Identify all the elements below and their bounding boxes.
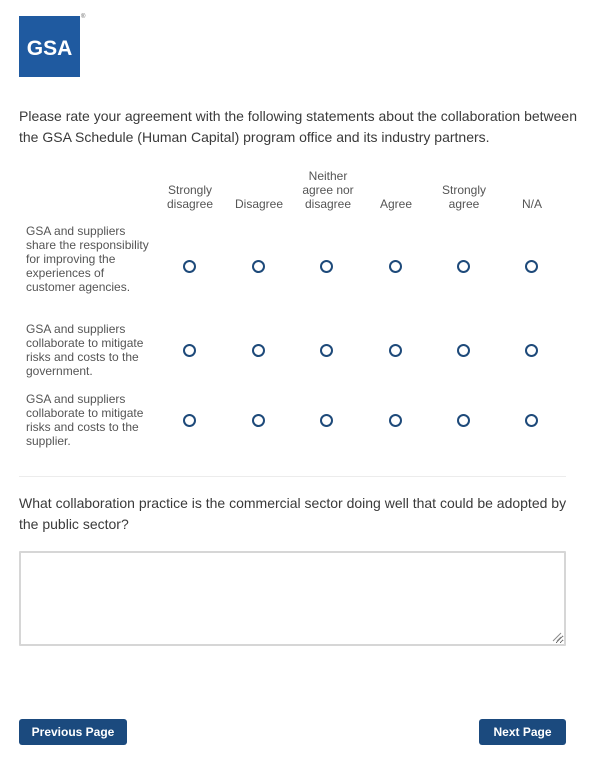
section-divider <box>19 476 566 477</box>
column-header-strongly-disagree: Strongly disagree <box>166 183 214 211</box>
row-label-2: GSA and suppliers collaborate to mitigate risks and costs to the government. <box>26 322 144 378</box>
radio-unselected-icon[interactable] <box>525 344 538 357</box>
column-header-neither: Neither agree nor disagree <box>302 169 354 211</box>
matrix-row-3 <box>19 392 566 448</box>
radio-unselected-icon[interactable] <box>525 414 538 427</box>
radio-unselected-icon[interactable] <box>320 260 333 273</box>
radio-unselected-icon[interactable] <box>457 344 470 357</box>
radio-unselected-icon[interactable] <box>183 260 196 273</box>
radio-unselected-icon[interactable] <box>389 344 402 357</box>
radio-unselected-icon[interactable] <box>183 414 196 427</box>
radio-unselected-icon[interactable] <box>457 414 470 427</box>
column-header-na: N/A <box>521 197 542 211</box>
next-page-button[interactable]: Next Page <box>479 719 566 745</box>
radio-unselected-icon[interactable] <box>389 414 402 427</box>
radio-unselected-icon[interactable] <box>457 260 470 273</box>
radio-unselected-icon[interactable] <box>252 260 265 273</box>
question-2-text: What collaboration practice is the commercial sector doing well that could be adopted by the public sector? <box>19 495 567 532</box>
radio-unselected-icon[interactable] <box>320 414 333 427</box>
radio-unselected-icon[interactable] <box>525 260 538 273</box>
radio-unselected-icon[interactable] <box>183 344 196 357</box>
row-label-1: GSA and suppliers share the responsibility for improving the experiences of customer agencies. <box>26 224 149 294</box>
gsa-logo-text: GSA <box>26 37 73 60</box>
radio-unselected-icon[interactable] <box>252 414 265 427</box>
question-1-text: Please rate your agreement with the following statements about the collaboration between the GSA Schedule (Human Capital) program office and its industry partners. <box>19 108 578 145</box>
matrix-row-1 <box>19 224 566 308</box>
radio-unselected-icon[interactable] <box>252 344 265 357</box>
answer-textarea[interactable] <box>19 551 566 646</box>
column-header-disagree: Disagree <box>234 197 284 211</box>
radio-unselected-icon[interactable] <box>320 344 333 357</box>
column-header-strongly-agree: Strongly agree <box>441 183 487 211</box>
registered-mark: ® <box>81 14 86 20</box>
gsa-logo <box>19 16 80 77</box>
matrix-row-2 <box>19 322 566 378</box>
column-header-agree: Agree <box>379 197 413 211</box>
previous-page-button[interactable]: Previous Page <box>19 719 127 745</box>
row-label-3: GSA and suppliers collaborate to mitigate risks and costs to the supplier. <box>26 392 144 448</box>
radio-unselected-icon[interactable] <box>389 260 402 273</box>
resize-grip-icon[interactable] <box>551 631 562 642</box>
